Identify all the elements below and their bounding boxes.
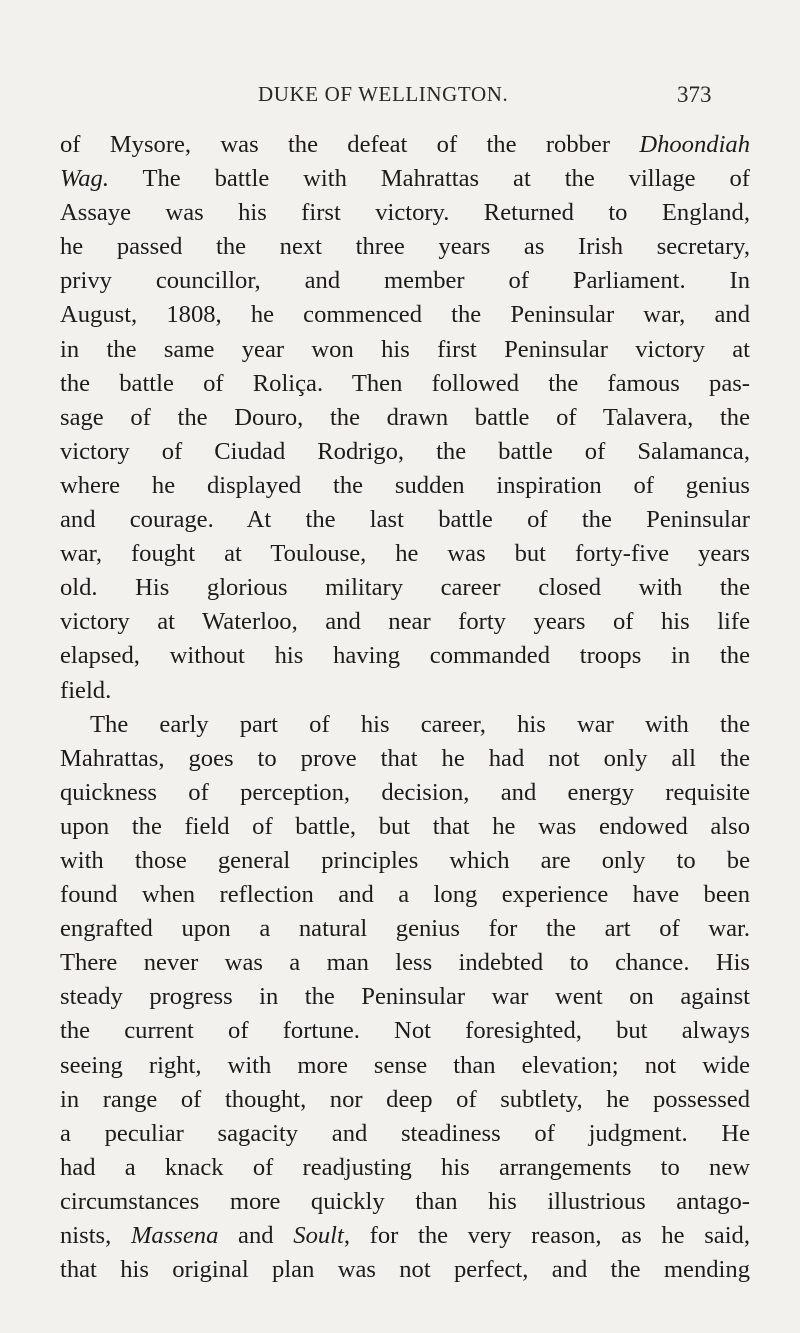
line-text: in range of thought, nor deep of subtlety, he possessed — [60, 1085, 750, 1113]
line-text: and courage. At the last battle of the Peninsular — [60, 506, 750, 534]
text-line — [60, 230, 750, 264]
text-line — [60, 162, 750, 196]
line-text: victory at Waterloo, and near forty years of his life — [60, 608, 750, 636]
line-text: engrafted upon a natural genius for the art of war. — [60, 915, 750, 943]
text-line — [60, 674, 750, 708]
text-line — [60, 708, 750, 742]
line-text: where he displayed the sudden inspiration of genius — [60, 471, 750, 499]
text-line — [60, 1049, 750, 1083]
text-line — [60, 980, 750, 1014]
line-text: and — [218, 1222, 294, 1249]
text-line — [60, 469, 750, 503]
line-text: a peculiar sagacity and steadiness of judgment. He — [60, 1119, 750, 1147]
line-text: The early part of his career, his war with the — [90, 710, 750, 738]
italic-text: Massena — [130, 1222, 219, 1249]
page-number: 373 — [677, 82, 712, 107]
text-line — [60, 298, 750, 332]
text-line — [60, 1117, 750, 1151]
text-line — [60, 1219, 750, 1253]
line-text: old. His glorious military career closed with the — [60, 574, 750, 602]
text-line — [60, 367, 750, 401]
text-line — [60, 776, 750, 810]
line-text: the battle of Roliça. Then followed the famous pas- — [60, 369, 750, 397]
line-text: field. — [60, 676, 112, 704]
line-text: The battle with Mahrattas at the village of — [108, 165, 750, 193]
body-text — [60, 128, 750, 1287]
italic-text: Wag. — [60, 165, 109, 193]
text-line — [60, 1151, 750, 1185]
text-line — [60, 912, 750, 946]
text-line — [60, 1253, 750, 1287]
line-text: had a knack of readjusting his arrangements to new — [60, 1153, 750, 1181]
text-line — [60, 196, 750, 230]
paragraph-1 — [60, 128, 750, 708]
italic-text: Soult — [293, 1222, 344, 1249]
text-line — [60, 844, 750, 878]
text-line — [60, 435, 750, 469]
text-line — [60, 878, 750, 912]
line-text: privy councillor, and member of Parliament. In — [60, 267, 750, 295]
text-line — [60, 1014, 750, 1048]
text-line — [60, 1083, 750, 1117]
text-line — [60, 742, 750, 776]
running-title: DUKE OF WELLINGTON. — [258, 82, 509, 106]
line-text: war, fought at Toulouse, he was but forty-five years — [60, 540, 750, 568]
line-text: he passed the next three years as Irish secretary, — [60, 233, 750, 261]
line-text: , for the very reason, as he said, — [343, 1222, 750, 1249]
line-text: sage of the Douro, the drawn battle of Talavera, the — [60, 403, 750, 431]
line-text: that his original plan was not perfect, and the mending — [60, 1256, 750, 1284]
text-line — [60, 571, 750, 605]
text-line — [60, 503, 750, 537]
text-line — [60, 333, 750, 367]
line-text: There never was a man less indebted to chance. His — [60, 949, 750, 977]
line-text: in the same year won his first Peninsular victory at — [60, 335, 750, 363]
text-line — [60, 128, 750, 162]
line-text: victory of Ciudad Rodrigo, the battle of Salamanca, — [60, 437, 750, 465]
line-text: of Mysore, was the defeat of the robber — [60, 131, 640, 158]
text-line — [60, 639, 750, 673]
line-text: Assaye was his first victory. Returned to England, — [60, 199, 750, 227]
line-text: August, 1808, he commenced the Peninsular war, and — [60, 301, 750, 329]
line-text: circumstances more quickly than his illustrious antago- — [60, 1187, 750, 1215]
line-text: nists, — [60, 1222, 131, 1249]
text-line — [60, 401, 750, 435]
line-text: steady progress in the Peninsular war went on against — [60, 983, 750, 1011]
line-text: Mahrattas, goes to prove that he had not only all the — [60, 744, 750, 772]
paragraph-2 — [60, 708, 750, 1288]
line-text: upon the field of battle, but that he was endowed also — [60, 812, 750, 840]
line-text: seeing right, with more sense than elevation; not wide — [60, 1051, 750, 1079]
italic-text: Dhoondiah — [639, 131, 750, 158]
text-line — [60, 810, 750, 844]
text-line — [60, 1185, 750, 1219]
line-text: found when reflection and a long experience have been — [60, 881, 750, 909]
text-line — [60, 264, 750, 298]
text-line — [60, 605, 750, 639]
line-text: with those general principles which are only to be — [60, 846, 750, 874]
line-text: the current of fortune. Not foresighted, but always — [60, 1017, 750, 1045]
text-line — [60, 537, 750, 571]
page-header — [0, 82, 800, 112]
line-text: quickness of perception, decision, and energy requisite — [60, 778, 750, 806]
text-line — [60, 946, 750, 980]
line-text: elapsed, without his having commanded troops in the — [60, 642, 750, 670]
